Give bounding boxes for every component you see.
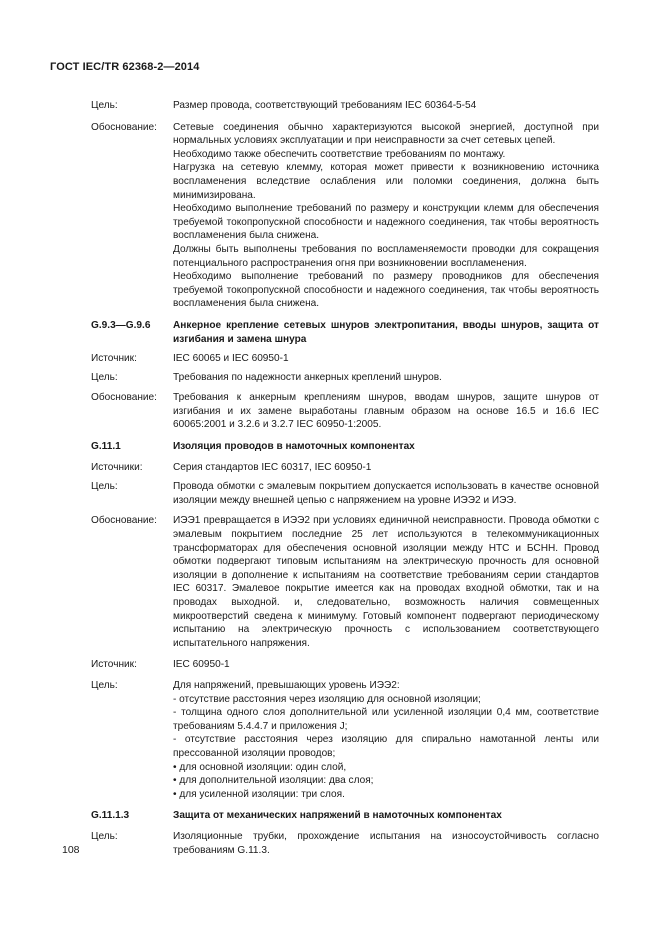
field-label: Источник: [91,659,137,671]
section-row [0,99,661,113]
section-row [0,679,661,801]
document-header: ГОСТ IEC/TR 62368-2—2014 [50,61,200,73]
text-paragraph: ИЭЭ1 превращается в ИЭЭ2 при условиях единичной неисправности. Провода обмотки с эмалевым покрытием последние 25 лет используются в телекоммуникационных трансформаторах для обеспечения основной изоляции между НТС и БСНН. Провод обмотки подвергают типовым испытаниям на электрическую прочность для основной изоляции в дополнение к испытаниям на соответствие требованиям серии стандартов IEC 60317. Эмалевое покрытие имеется как на проводах входной обмотки, так и на проводах выходной. и, следовательно, возможность наличия совмещенных микроотверстий сведена к минимуму. Готовый компонент подвергают периодическому испытанию на электрическую прочность с использованием соответствующего испытательного напряжения. [173,515,599,649]
document-body [0,92,661,857]
text-paragraph: Требования к анкерным креплениям шнуров, вводам шнуров, защите шнуров от изгибания и их замене выработаны главным образом на основе 16.5 и 16.6 IEC 60065:2001 и 3.2.6 и 3.2.7 IEC 60950-1:2005. [173,392,599,431]
text-paragraph: IEC 60950-1 [173,659,230,671]
field-label: Цель: [91,371,118,383]
field-text [173,830,599,857]
section-heading-row [0,809,661,823]
page-number: 108 [62,844,80,856]
section-row [0,391,661,432]
text-paragraph: Изоляция проводов в намоточных компонентах [173,441,415,453]
field-text [173,461,599,475]
text-paragraph: Серия стандартов IEC 60317, IEC 60950-1 [173,461,372,473]
text-paragraph: • для усиленной изоляции: три слоя. [173,788,345,800]
field-label: Источник: [91,353,137,365]
text-paragraph: Провода обмотки с эмалевым покрытием допускается использовать в качестве основной изоляции между внешней цепью с напряжением на уровне ИЭЭ2 и ИЭЭ. [173,481,599,506]
text-paragraph: Анкерное крепление сетевых шнуров электропитания, вводы шнуров, защита от изгибания и замена шнура [173,319,599,345]
field-text [173,391,599,432]
text-paragraph: Требования по надежности анкерных креплений шнуров. [173,371,442,383]
section-heading-row [0,440,661,454]
section-row [0,830,661,857]
text-paragraph: • для основной изоляции: один слой, [173,761,347,773]
text-paragraph: Для напряжений, превышающих уровень ИЭЭ2: [173,679,400,691]
section-heading-row [0,319,661,346]
text-paragraph: IEC 60065 и IEC 60950-1 [173,353,289,365]
text-paragraph: - отсутствие расстояния через изоляцию для спирально намотанной ленты или прессованной изоляции проводов; [173,734,599,759]
field-label: Обоснование: [91,515,157,527]
field-label: Цель: [91,830,118,842]
field-text [173,99,599,113]
field-text [173,121,599,311]
section-row [0,480,661,507]
text-paragraph: Необходимо также обеспечить соответствие требованиям по монтажу. [173,148,506,160]
section-row [0,658,661,672]
text-paragraph: Необходимо выполнение требований по размеру и конструкции клемм для обеспечения требуемой токопропускной способности и надежного соединения, так чтобы вероятность воспламенения была снижена. [173,203,599,242]
text-paragraph: Изоляционные трубки, прохождение испытания на износоустойчивость согласно требованиям G.11.3. [173,830,599,856]
section-row [0,352,661,366]
text-paragraph: Должны быть выполнены требования по воспламеняемости проводки для сокращения потенциального распространения огня при возникновении воспламенения. [173,243,599,269]
field-text [173,371,599,385]
section-row [0,371,661,385]
field-label: Источники: [91,461,143,473]
field-label: Обоснование: [91,121,157,133]
clause-number: G.11.1.3 [91,810,130,822]
field-text [173,514,599,650]
section-row [0,121,661,311]
field-text [173,352,599,366]
field-text [173,679,599,801]
text-paragraph: Размер провода, соответствующий требованиям IEC 60364-5-54 [173,100,477,111]
clause-number: G.9.3—G.9.6 [91,319,151,331]
text-paragraph: Нагрузка на сетевую клемму, которая может привести к возникновению источника воспламенения вследствие ослабления или поломки соединения, должна быть минимизирована. [173,162,599,201]
section-row [0,461,661,475]
text-paragraph: Защита от механических напряжений в намоточных компонентах [173,810,502,822]
field-label: Цель: [91,100,118,111]
text-paragraph: - толщина одного слоя дополнительной или усиленной изоляции 0,4 мм, соответствие требованиям 5.4.4.7 и приложения J; [173,707,599,732]
clause-number: G.11.1 [91,441,121,453]
field-label: Обоснование: [91,392,157,404]
clause-title [173,809,599,823]
text-paragraph: Необходимо выполнение требований по размеру проводников для обеспечения требуемой токопропускной способности и надежного соединения, так чтобы вероятность воспламенения была снижена. [173,271,599,310]
field-text [173,480,599,507]
text-paragraph: Сетевые соединения обычно характеризуются высокой энергией, доступной при нормальных условиях эксплуатации и при неисправности за счет сетевых цепей. [173,121,599,147]
field-label: Цель: [91,679,118,691]
text-paragraph: - отсутствие расстояния через изоляцию для основной изоляции; [173,693,481,705]
field-label: Цель: [91,481,118,493]
clause-title [173,440,599,454]
field-text [173,658,599,672]
clause-title [173,319,599,346]
text-paragraph: • для дополнительной изоляции: два слоя; [173,775,374,787]
section-row [0,514,661,650]
